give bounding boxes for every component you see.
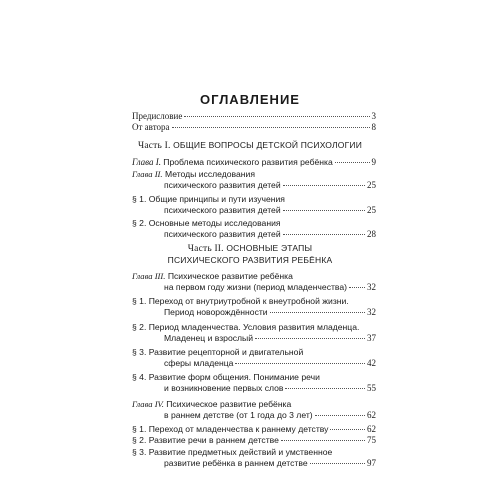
entry-text: Период новорождённости xyxy=(164,307,268,317)
dot-leader xyxy=(184,116,369,117)
entry-text: Психическое развитие ребёнка xyxy=(166,399,292,409)
entry-text: ОБЩИЕ ВОПРОСЫ ДЕТСКОЙ ПСИХОЛОГИИ xyxy=(173,140,363,150)
page-number: 25 xyxy=(367,205,376,215)
toc-ch4-section-2[interactable] xyxy=(132,434,376,446)
page-number: 62 xyxy=(367,424,376,434)
entry-text: психического развития детей xyxy=(164,229,281,239)
entry-text: Психическое развитие ребёнка xyxy=(167,271,293,281)
entry-text: Методы исследования xyxy=(164,169,255,179)
dot-leader xyxy=(285,388,365,389)
toc-ch3-section-4-line1[interactable]: § 4. Развитие форм общения. Понимание речи xyxy=(132,372,320,382)
toc-ch3-section-1-line1[interactable]: § 1. Переход от внутриутробной к внеутробной жизни. xyxy=(132,296,349,306)
entry-text: развитие ребёнка в раннем детстве xyxy=(164,458,308,468)
entry-text: Часть I. xyxy=(137,141,171,151)
chapter-label: Глава I. xyxy=(132,157,162,167)
page-number: 32 xyxy=(367,282,376,292)
dot-leader xyxy=(349,287,365,288)
page-number: 75 xyxy=(367,435,376,445)
entry-text: § 2. Развитие речи в раннем детстве xyxy=(132,435,279,445)
page-number: 9 xyxy=(371,157,376,167)
part-2-heading xyxy=(120,243,380,266)
entry-text: психического развития детей xyxy=(164,180,281,190)
entry-text: ПСИХИЧЕСКОГО РАЗВИТИЯ РЕБЁНКА xyxy=(167,255,333,265)
page-number: 25 xyxy=(367,180,376,190)
toc-ch3-section-3[interactable] xyxy=(164,357,376,369)
entry-text xyxy=(132,156,333,168)
entry-text: От автора xyxy=(132,122,170,132)
dot-leader xyxy=(235,363,365,364)
entry-text: Проблема психического развития ребёнка xyxy=(163,157,333,167)
toc-chapter-3[interactable] xyxy=(164,281,376,293)
dot-leader xyxy=(270,312,365,313)
dot-leader xyxy=(335,162,370,163)
page-number: 28 xyxy=(367,229,376,239)
dot-leader xyxy=(255,338,365,339)
dot-leader xyxy=(310,463,365,464)
dot-leader xyxy=(172,127,370,128)
page-number: 62 xyxy=(367,410,376,420)
entry-text: на первом году жизни (период младенчества) xyxy=(164,282,348,292)
entry-text: психического развития детей xyxy=(164,205,281,215)
page-number: 97 xyxy=(367,458,376,468)
entry-text: Предисловие xyxy=(132,111,183,121)
toc-ch4-section-3-line1[interactable]: § 3. Развитие предметных действий и умственное xyxy=(132,447,333,457)
chapter-label: Глава II. xyxy=(132,169,163,179)
entry-text: Младенец и взрослый xyxy=(164,333,254,343)
dot-leader xyxy=(330,429,365,430)
entry-text: § 1. Переход от младенчества к раннему детству xyxy=(132,424,329,434)
toc-chapter-4[interactable] xyxy=(164,409,376,421)
dot-leader xyxy=(283,210,365,211)
toc-ch4-section-3[interactable] xyxy=(164,457,376,469)
entry-text: и возникновение первых слов xyxy=(164,383,284,393)
page-number: 3 xyxy=(371,111,376,121)
toc-ch2-section-1-line1[interactable]: § 1. Общие принципы и пути изучения xyxy=(132,194,285,204)
entry-text: Часть II. xyxy=(187,244,224,254)
entry-text: в раннем детстве (от 1 года до 3 лет) xyxy=(164,410,313,420)
dot-leader xyxy=(315,415,365,416)
toc-ch3-section-3-line1[interactable]: § 3. Развитие рецепторной и двигательной xyxy=(132,347,304,357)
toc-ch2-section-2-line1[interactable]: § 2. Основные методы исследования xyxy=(132,218,281,228)
page-title: ОГЛАВЛЕНИЕ xyxy=(200,92,300,107)
page-number: 37 xyxy=(367,333,376,343)
dot-leader xyxy=(283,234,365,235)
chapter-label: Глава IV. xyxy=(132,399,164,409)
toc-ch3-section-2-line1[interactable]: § 2. Период младенчества. Условия развития младенца. xyxy=(132,322,360,332)
part-1-heading xyxy=(120,140,380,152)
page-number: 8 xyxy=(371,122,376,132)
toc-chapter-1[interactable] xyxy=(132,156,376,168)
page-number: 42 xyxy=(367,358,376,368)
chapter-label: Глава III. xyxy=(132,271,166,281)
toc-ch2-section-1[interactable] xyxy=(164,204,376,216)
toc-ch3-section-1[interactable] xyxy=(164,306,376,318)
entry-text: ОСНОВНЫЕ ЭТАПЫ xyxy=(226,243,313,253)
toc-ch3-section-2[interactable] xyxy=(164,332,376,344)
toc-entry-author[interactable] xyxy=(132,121,376,133)
dot-leader xyxy=(283,185,365,186)
page-number: 55 xyxy=(367,383,376,393)
toc-chapter-2[interactable] xyxy=(164,179,376,191)
toc-ch3-section-4[interactable] xyxy=(164,382,376,394)
dot-leader xyxy=(281,440,365,441)
entry-text: сферы младенца xyxy=(164,358,234,368)
page-number: 32 xyxy=(367,307,376,317)
toc-ch2-section-2[interactable] xyxy=(164,228,376,240)
